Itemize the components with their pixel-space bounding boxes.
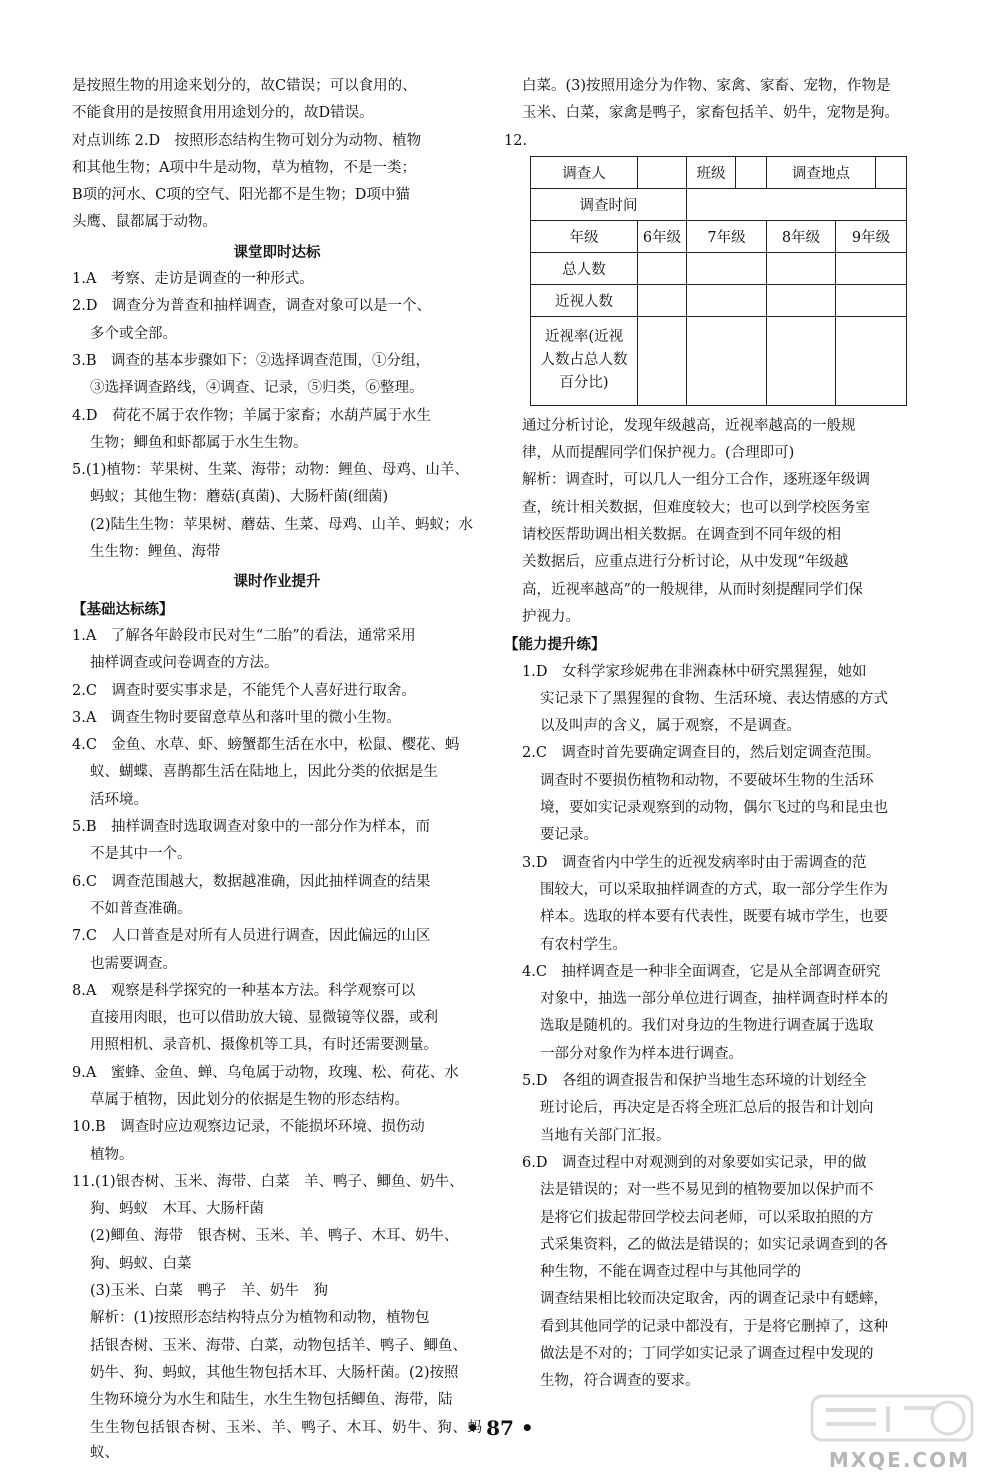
answer-line: 蚁、蝴蝶、喜鹊都生活在陆地上，因此分类的依据是生: [90, 764, 438, 781]
table-cell-empty: [638, 156, 687, 188]
answer-line: 植物。: [90, 1146, 134, 1163]
answer-line: 班讨论后，再决定是否将全班汇总后的报告和计划向: [540, 1100, 874, 1117]
answer-line: 种生物，不能在调查过程中与其他同学的: [540, 1264, 801, 1281]
rate-line: 百分比): [559, 375, 609, 392]
analysis-line: 奶牛、狗、蚂蚁，其他生物包括木耳、大肠杆菌。(2)按照: [90, 1364, 459, 1381]
text-line: 白菜。(3)按照用途分为作物、家禽、家畜、宠物，作物是: [522, 78, 891, 94]
answer-line: 以及叫声的含义，属于观察，不是调查。: [540, 718, 801, 735]
subsection-title-ability: 【能力提升练】: [504, 636, 606, 654]
answer-line: 3.A 调查生物时要留意草丛和落叶里的微小生物。: [72, 709, 401, 726]
answer-line: 4.D 荷花不属于农作物；羊属于家畜；水葫芦属于水生: [72, 407, 431, 424]
answer-line: 活环境。: [90, 791, 148, 808]
answer-line: 当地有关部门汇报。: [540, 1127, 671, 1144]
text-line: 和其他生物；A项中牛是动物，草为植物，不是一类；: [72, 159, 416, 176]
answer-line: 狗、蚂蚁、白菜: [90, 1255, 192, 1272]
ability-answers: [522, 660, 907, 1395]
answer-line: 也需要调查。: [90, 955, 177, 972]
answer-line: 对象中，抽选一部分单位进行调查，抽样调查时样本的: [540, 991, 888, 1008]
analysis-line: 护视力。: [522, 608, 580, 625]
analysis-line: 查，统计相关数据，但难度较大；也可以到学校医务室: [522, 499, 870, 516]
answer-line: 选取是随机的。我们对身边的生物进行调查属于选取: [540, 1018, 874, 1035]
answer-line: ③选择调查路线，④调查、记录，⑤归类，⑥整理。: [90, 380, 424, 397]
answer-line: 6.C 调查范围越大，数据越准确，因此抽样调查的结果: [72, 873, 431, 890]
answer-line: 不如普查准确。: [90, 900, 192, 917]
answer-line: 11.(1)银杏树、玉米、海带、白菜 羊、鸭子、鲫鱼、奶牛、: [72, 1173, 464, 1190]
analysis-line: 解析：调查时，可以几人一组分工合作，逐班逐年级调: [522, 472, 870, 489]
survey-table: [530, 156, 907, 406]
answer-line: (3)玉米、白菜 鸭子 羊、奶牛 狗: [90, 1283, 329, 1300]
table-cell-empty: [767, 316, 836, 405]
answer-line: 生生物：鲤鱼、海带: [90, 544, 221, 561]
answer-line: 是将它们拔起带回学校去问老师，可以采取拍照的方: [540, 1209, 874, 1226]
text-line: 玉米、白菜，家禽是鸭子，家畜包括羊、奶牛，宠物是狗。: [522, 105, 899, 122]
text-line: 是按照生物的用途来划分的，故C错误；可以食用的、: [72, 78, 417, 94]
table-cell-empty: [638, 316, 687, 405]
table-cell-empty: [687, 252, 767, 284]
analysis-line: 生物环境分为水生和陆生，水生生物包括鲫鱼、海带，陆: [90, 1392, 453, 1409]
answer-line: 4.C 金鱼、水草、虾、螃蟹都生活在水中，松鼠、樱花、蚂: [72, 737, 460, 754]
answer-line: 2.C 调查时首先要确定调查目的，然后划定调查范围。: [522, 745, 881, 762]
table-cell: 年级: [531, 220, 638, 252]
answer-line: (2)陆生生物：苹果树、蘑菇、生菜、母鸡、山羊、蚂蚁；水: [90, 516, 474, 533]
answer-line: 9.A 蜜蜂、金鱼、蝉、乌龟属于动物，玫瑰、松、荷花、水: [72, 1064, 459, 1081]
table-cell: 调查时间: [531, 188, 687, 220]
table-cell-empty: [638, 252, 687, 284]
section-title-homework: 课时作业提升: [233, 573, 321, 591]
table-cell-empty: [836, 316, 907, 405]
section-title-classroom: 课堂即时达标: [233, 243, 321, 261]
table-cell-empty: [687, 188, 907, 220]
question-number: 12.: [504, 132, 528, 149]
table-cell-empty: [687, 284, 767, 316]
answer-line: 草属于植物，因此划分的依据是生物的形态结构。: [90, 1091, 409, 1108]
text-line: B项的河水、C项的空气、阳光都不是生物；D项中猫: [72, 187, 410, 204]
analysis-line: 解析：(1)按照形态结构特点分为植物和动物，植物包: [90, 1310, 430, 1327]
table-cell-empty: [836, 252, 907, 284]
analysis-line: 请校医帮助调出相关数据。在调查到不同年级的相: [522, 527, 841, 544]
analysis-line: 高，近视率越高”的一般规律，从而时刻提醒同学们保: [522, 581, 863, 598]
answer-line: 调查时不要损伤植物和动物，不要破坏生物的生活环: [540, 772, 874, 789]
table-cell-empty: [736, 156, 767, 188]
answer-line: 5.(1)植物：苹果树、生菜、海带；动物：鲤鱼、母鸡、山羊、: [72, 462, 469, 479]
answer-line: 生物，符合调查的要求。: [540, 1373, 700, 1390]
answer-line: 调查结果相比较而决定取舍，丙的调查记录中有蟋蟀，: [540, 1291, 888, 1308]
rate-line: 人数占总人数: [540, 352, 628, 369]
table-cell: 调查地点: [767, 156, 876, 188]
analysis-line: 生生物包括银杏树、玉米、羊、鸭子、木耳、奶牛、狗、蚂蚁、: [90, 1419, 482, 1461]
table-cell: 班级: [687, 156, 736, 188]
answer-line: 8.A 观察是科学探究的一种基本方法。科学观察可以: [72, 982, 416, 999]
analysis-line: 关数据后，应重点进行分析讨论，从中发现“年级越: [522, 554, 849, 571]
answer-line: 式采集资料，乙的做法是错误的；如实记录调查到的各: [540, 1236, 888, 1253]
page-number: • 87 •: [466, 1416, 534, 1440]
answer-line: 不是其中一个。: [90, 846, 192, 863]
answer-line: 抽样调查或问卷调查的方法。: [90, 655, 279, 672]
text-line: 不能食用的是按照食用用途划分的，故D错误。: [72, 105, 374, 122]
table-cell: 7年级: [687, 220, 767, 252]
subsection-title-basic: 【基础达标练】: [72, 600, 174, 618]
rate-line: 近视率(近视: [544, 329, 624, 346]
table-cell-rate: [531, 316, 638, 405]
answer-line: 10.B 调查时应边观察边记录，不能损坏环境、损伤动: [72, 1119, 425, 1136]
table-cell: 近视人数: [531, 284, 638, 316]
answer-line: 多个或全部。: [90, 325, 177, 342]
answer-line: 蚂蚁；其他生物：蘑菇(真菌)、大肠杆菌(细菌): [90, 489, 389, 506]
analysis-line: 括银杏树、玉米、海带、白菜，动物包括羊、鸭子、鲫鱼、: [90, 1337, 467, 1354]
table-cell-empty: [767, 252, 836, 284]
table-cell: 调查人: [531, 156, 638, 188]
answer-line: 1.A 了解各年龄段市民对生“二胎”的看法，通常采用: [72, 627, 416, 644]
table-cell-empty: [876, 156, 907, 188]
answer-line: 围较大，可以采取抽样调查的方式，取一部分学生作为: [540, 881, 888, 898]
table-cell-empty: [638, 284, 687, 316]
answer-line: 2.D 调查分为普查和抽样调查，调查对象可以是一个、: [72, 298, 431, 315]
answer-line: 样本。选取的样本要有代表性，既要有城市学生，也要: [540, 909, 888, 926]
text-line: 对点训练 2.D 按照形态结构生物可划分为动物、植物: [72, 132, 422, 149]
answer-line: 法是错误的；对一些不易见到的植物要加以保护而不: [540, 1182, 874, 1199]
text-line: 律，从而提醒同学们保护视力。(合理即可): [522, 445, 795, 462]
answer-line: 6.D 调查过程中对观测到的对象要如实记录，甲的做: [522, 1154, 867, 1171]
answer-line: 生物；鲫鱼和虾都属于水生生物。: [90, 434, 308, 451]
answer-line: 要记录。: [540, 827, 598, 844]
answer-line: 有农村学生。: [540, 936, 627, 953]
answer-line: 一部分对象作为样本进行调查。: [540, 1045, 743, 1062]
homework-answers: [72, 624, 482, 1466]
answer-line: 3.D 调查省内中学生的近视发病率时由于需调查的范: [522, 854, 867, 871]
answer-line: 直接用肉眼，也可以借助放大镜、显微镜等仪器，或利: [90, 1010, 438, 1027]
table-cell: 9年级: [836, 220, 907, 252]
answer-line: 5.D 各组的调查报告和保护当地生态环境的计划经全: [522, 1073, 867, 1090]
table-cell-empty: [687, 316, 767, 405]
answer-line: 1.A 考察、走访是调查的一种形式。: [72, 271, 314, 288]
text-line: 通过分析讨论，发现年级越高，近视率越高的一般规: [522, 417, 856, 434]
watermark-text: MXQE.COM: [828, 1448, 970, 1472]
answer-line: 狗、蚂蚁 木耳、大肠杆菌: [90, 1201, 264, 1218]
answer-line: 做法是不对的；丁同学如实记录了调查过程中发现的: [540, 1345, 874, 1362]
left-column: [72, 74, 482, 1468]
right-column: [504, 74, 907, 1397]
table-cell: 8年级: [767, 220, 836, 252]
table-cell-empty: [767, 284, 836, 316]
answer-line: 3.B 调查的基本步骤如下：②选择调查范围，①分组，: [72, 352, 430, 369]
answer-line: 7.C 人口普查是对所有人员进行调查，因此偏远的山区: [72, 928, 431, 945]
table-cell: 6年级: [638, 220, 687, 252]
answer-line: 2.C 调查时要实事求是，不能凭个人喜好进行取舍。: [72, 682, 416, 699]
answer-line: 4.C 抽样调查是一种非全面调查，它是从全部调查研究: [522, 963, 881, 980]
table-cell: 总人数: [531, 252, 638, 284]
answer-line: 实记录下了黑猩猩的食物、生活环境、表达情感的方式: [540, 690, 888, 707]
answer-line: 5.B 抽样调查时选取调查对象中的一部分作为样本，而: [72, 819, 430, 836]
classroom-answers: [72, 267, 482, 565]
answer-line: 1.D 女科学家珍妮弗在非洲森林中研究黑猩猩，她如: [522, 663, 867, 680]
text-line: 头鹰、鼠都属于动物。: [72, 214, 217, 231]
table-cell-empty: [836, 284, 907, 316]
answer-line: 看到其他同学的记录中都没有，于是将它删掉了，这种: [540, 1318, 888, 1335]
answer-line: 用照相机、录音机、摄像机等工具，有时还需要测量。: [90, 1037, 438, 1054]
answer-line: (2)鲫鱼、海带 银杏树、玉米、羊、鸭子、木耳、奶牛、: [90, 1228, 459, 1245]
answer-line: 境，要如实记录观察到的动物，偶尔飞过的鸟和昆虫也: [540, 800, 888, 817]
